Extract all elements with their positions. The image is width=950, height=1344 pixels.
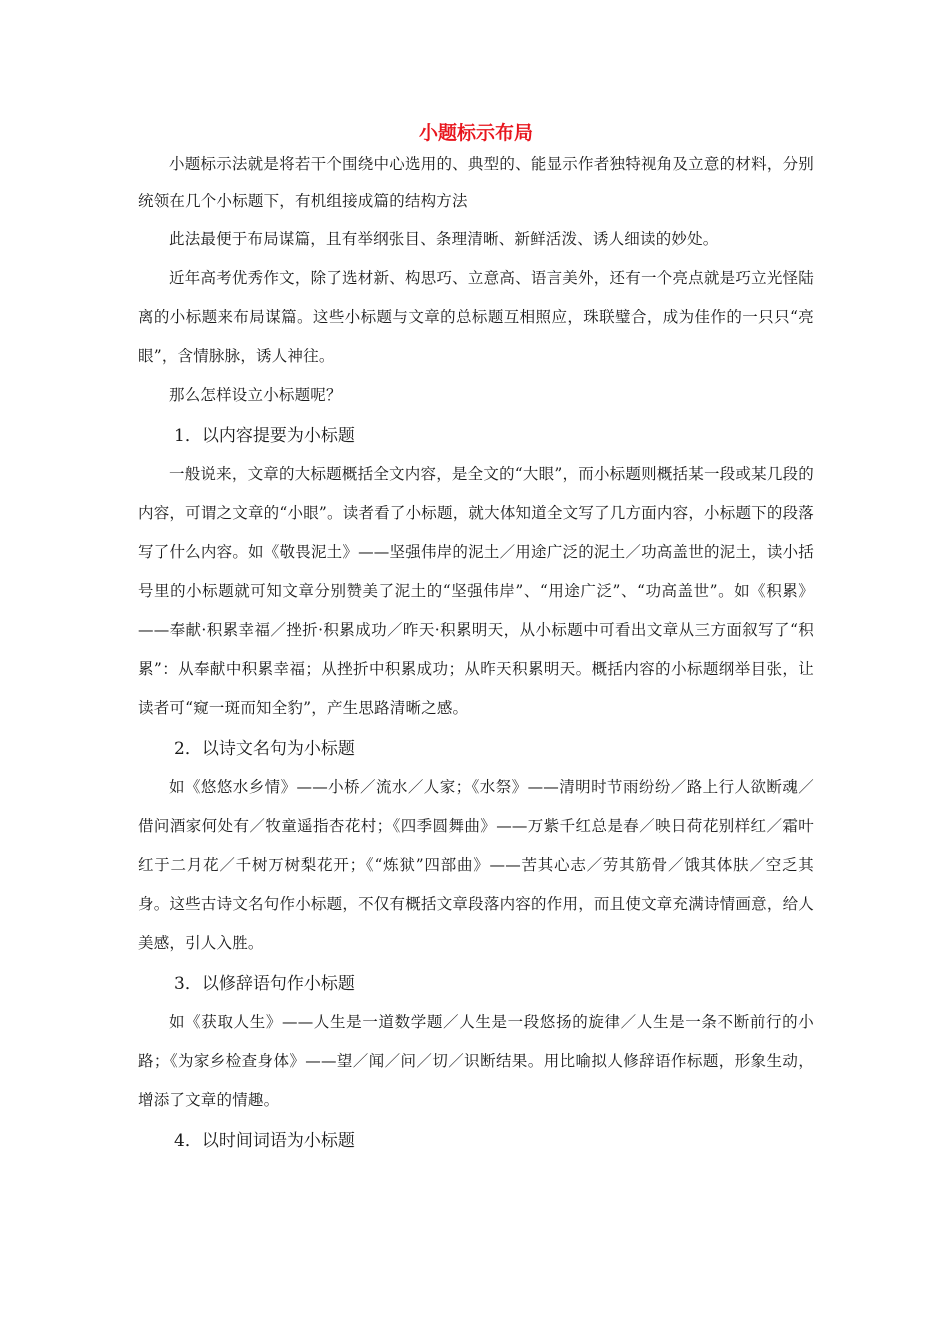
section-body-3: 如《获取人生》——人生是一道数学题／人生是一段悠扬的旋律／人生是一条不断前行的小路；《为家乡检查身体》——望／闻／问／切／识断结果。用比喻拟人修辞语作标题，形象生动，增添了文章的情趣。 (138, 1013, 814, 1109)
section-heading-3: 3．以修辞语句作小标题 (174, 974, 355, 994)
intro-paragraph-1: 小题标示法就是将若干个围绕中心选用的、典型的、能显示作者独特视角及立意的材料，分别统领在几个小标题下，有机组接成篇的结构方法 (138, 155, 814, 210)
section-heading-1: 1．以内容提要为小标题 (174, 426, 355, 446)
section-body-2: 如《悠悠水乡情》——小桥／流水／人家；《水祭》——清明时节雨纷纷／路上行人欲断魂／借问酒家何处有／牧童遥指杏花村；《四季圆舞曲》——万紫千红总是春／映日荷花别样红／霜叶红于二月花／千树万树梨花开；《“炼狱”四部曲》——苦其心志／劳其筋骨／饿其体肤／空乏其身。这些古诗文名句作小标题，不仅有概括文章段落内容的作用，而且使文章充满诗情画意，给人美感，引人入胜。 (138, 778, 814, 952)
intro-paragraph-4: 那么怎样设立小标题呢？ (169, 386, 342, 404)
document-body (138, 120, 814, 1160)
section-body-1: 一般说来，文章的大标题概括全文内容，是全文的“大眼”，而小标题则概括某一段或某几段的内容，可谓之文章的“小眼”。读者看了小标题，就大体知道全文写了几方面内容，小标题下的段落写了什么内容。如《敬畏泥土》——坚强伟岸的泥土／用途广泛的泥土／功高盖世的泥土，读小括号里的小标题就可知文章分别赞美了泥土的“坚强伟岸”、“用途广泛”、“功高盖世”。如《积累》——奉献·积累幸福／挫折·积累成功／昨天·积累明天，从小标题中可看出文章从三方面叙写了“积累”：从奉献中积累幸福；从挫折中积累成功；从昨天积累明天。概括内容的小标题纲举目张，让读者可“窥一斑而知全豹”，产生思路清晰之感。 (138, 465, 814, 717)
intro-paragraph-2: 此法最便于布局谋篇，且有举纲张目、条理清晰、新鲜活泼、诱人细读的妙处。 (169, 230, 719, 248)
intro-paragraph-3: 近年高考优秀作文，除了选材新、构思巧、立意高、语言美外，还有一个亮点就是巧立光怪陆离的小标题来布局谋篇。这些小标题与文章的总标题互相照应，珠联璧合，成为佳作的一只只“亮眼”，含情脉脉，诱人神往。 (138, 269, 814, 365)
section-heading-2: 2．以诗文名句为小标题 (174, 739, 355, 759)
document-title: 小题标示布局 (418, 122, 533, 144)
section-heading-4: 4．以时间词语为小标题 (174, 1131, 355, 1151)
